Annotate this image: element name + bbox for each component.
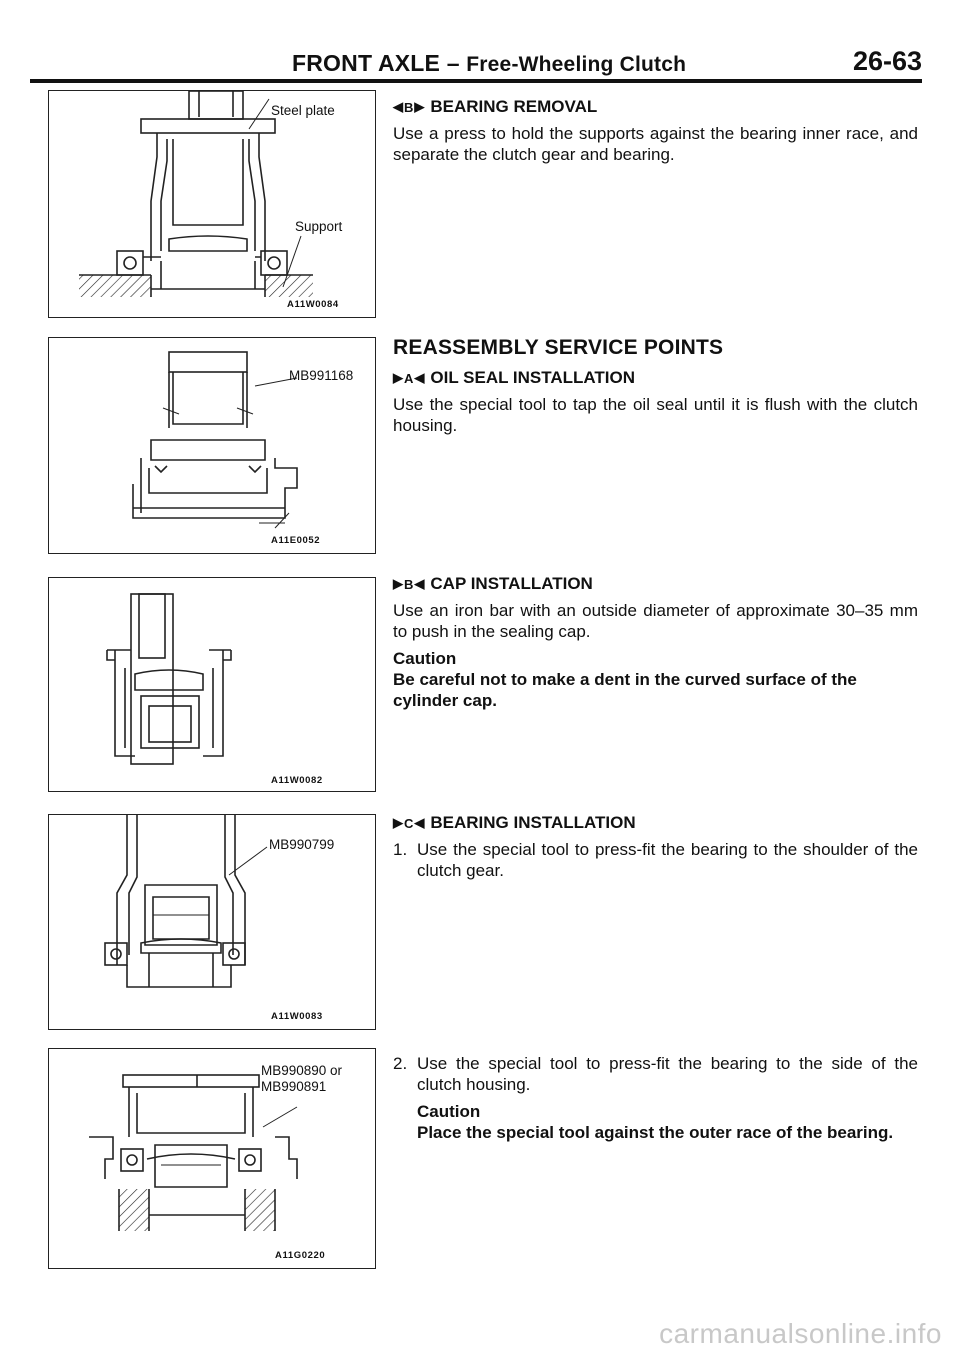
section-bearing-installation xyxy=(393,813,918,881)
service-badge: ▶ B ◀ xyxy=(393,576,425,592)
section-reassembly xyxy=(393,336,918,442)
cap-installation-drawing xyxy=(49,578,375,791)
bearing-removal-heading: ◀ B ▶ BEARING REMOVAL xyxy=(393,97,598,116)
figure-code: A11W0083 xyxy=(271,1011,323,1022)
figure-cap-installation xyxy=(48,577,376,792)
figure-label: MB990799 xyxy=(269,837,335,852)
step-2-caution-title: Caution xyxy=(417,1102,481,1121)
oil-seal-heading: ▶ A ◀ OIL SEAL INSTALLATION xyxy=(393,368,636,387)
header-rule xyxy=(30,79,922,83)
figure-bearing-installation-housing xyxy=(48,1048,376,1269)
right-triangle-icon: ▶ xyxy=(393,370,403,385)
bearing-removal-text: Use a press to hold the supports against the bearing inner race, and separate the clutch gear and bearing. xyxy=(393,124,918,164)
section-bearing-removal xyxy=(393,97,918,171)
step-2-caution xyxy=(417,1101,918,1143)
bearing-removal-drawing xyxy=(49,91,375,317)
right-triangle-icon: ▶ xyxy=(393,576,403,591)
watermark: carmanualsonline.info xyxy=(659,1318,942,1349)
step-1: 1. Use the special tool to press-fit the bearing to the shoulder of the clutch gear. xyxy=(393,840,918,880)
oil-seal-text: Use the special tool to tap the oil seal until it is flush with the clutch housing. xyxy=(393,395,918,435)
figure-label: MB990891 xyxy=(261,1079,327,1094)
bearing-installation-heading: ▶ C ◀ BEARING INSTALLATION xyxy=(393,813,636,832)
page-number: 26-63 xyxy=(852,46,922,76)
cap-caution-text: Be careful not to make a dent in the curved surface of the cylinder cap. xyxy=(393,670,857,710)
reassembly-heading: REASSEMBLY SERVICE POINTS xyxy=(393,336,724,359)
left-triangle-icon: ◀ xyxy=(393,99,403,114)
right-triangle-icon: ▶ xyxy=(393,815,403,830)
figure-code: A11W0082 xyxy=(271,775,323,786)
page-header xyxy=(30,44,922,80)
figure-bearing-installation-gear xyxy=(48,814,376,1030)
section-bearing-installation-step2 xyxy=(393,1053,918,1143)
cap-caution-title: Caution xyxy=(393,649,457,668)
figure-bearing-removal xyxy=(48,90,376,318)
page-title: FRONT AXLE – Free-Wheeling Clutch xyxy=(292,50,687,76)
service-badge: ◀ B ▶ xyxy=(393,99,425,115)
left-triangle-icon: ◀ xyxy=(414,370,425,385)
figure-label: Support xyxy=(295,219,343,234)
figure-code: A11E0052 xyxy=(271,535,321,546)
figure-code: A11G0220 xyxy=(275,1250,326,1261)
step-2-caution-text: Place the special tool against the outer race of the bearing. xyxy=(417,1123,894,1142)
cap-heading: ▶ B ◀ CAP INSTALLATION xyxy=(393,574,593,593)
figure-label: MB991168 xyxy=(289,368,354,383)
left-triangle-icon: ◀ xyxy=(414,576,425,591)
right-triangle-icon: ▶ xyxy=(414,99,425,114)
service-badge: ▶ C ◀ xyxy=(393,815,425,831)
figure-label: MB990890 or xyxy=(261,1063,343,1078)
figure-label: Steel plate xyxy=(271,103,335,118)
section-cap-installation xyxy=(393,574,918,711)
cap-text: Use an iron bar with an outside diameter of approximate 30–35 mm to push in the sealing cap. xyxy=(393,601,918,641)
figure-oil-seal-installation xyxy=(48,337,376,554)
figure-code: A11W0084 xyxy=(287,299,339,310)
step-2: 2. Use the special tool to press-fit the bearing to the side of the clutch housing. xyxy=(393,1054,918,1094)
left-triangle-icon: ◀ xyxy=(414,815,425,830)
service-badge: ▶ A ◀ xyxy=(393,370,425,386)
